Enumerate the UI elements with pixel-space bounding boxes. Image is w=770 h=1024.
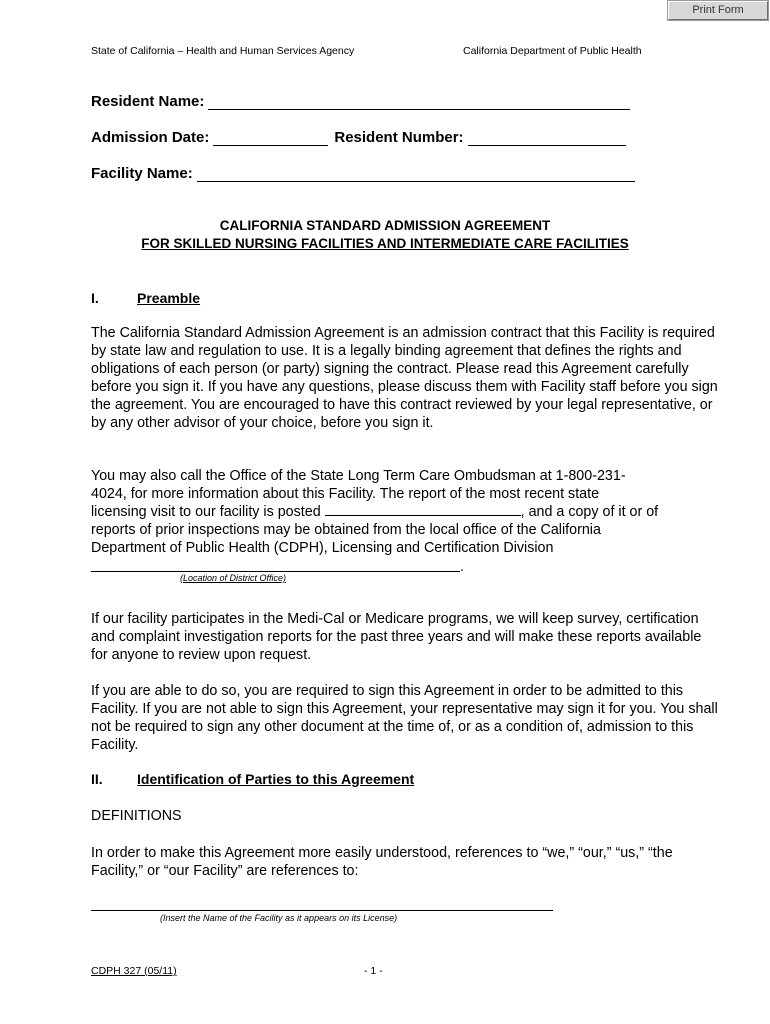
- preamble-paragraph-4: If you are able to do so, you are required to sign this Agreement in order to be admitted to this Facility. If you are not able to sign this Agreement, your representative may sign it for you. You shall not be required to sign any other document at the time of, or as a condition of, admission to this Facility.: [91, 683, 718, 753]
- header-agency: State of California – Health and Human Services Agency: [91, 45, 355, 57]
- section-2-number: II.: [91, 771, 103, 787]
- definitions-heading: DEFINITIONS: [91, 808, 182, 824]
- preamble-paragraph-1: The California Standard Admission Agreement is an admission contract that this Facility is required by state law and regulation to use. It is a legally binding agreement that defines the rights and obligations of each person (or party) signing the contract. Please read this Agreement carefully before you sign it. If you have any questions, please discuss them with Facility staff before you sign the agreement. You are encouraged to have this contract reviewed by your legal representative, or by any other advisor of your choice, before you sign it.: [91, 325, 718, 431]
- section-1-number: I.: [91, 290, 99, 306]
- section-2-title: Identification of Parties to this Agreement: [137, 771, 415, 787]
- definitions-paragraph: In order to make this Agreement more easily understood, references to “we,” “our,” “us,” “the Facility,” or “our Facility” are references to:: [91, 845, 673, 879]
- location-caption: (Location of District Office): [180, 573, 287, 583]
- facility-caption: (Insert the Name of the Facility as it appears on its License): [160, 913, 398, 923]
- para2-line-b: 4024, for more information about this Facility. The report of the most recent state: [91, 486, 600, 502]
- form-id: [91, 965, 177, 977]
- admission-row: [91, 129, 626, 146]
- posted-location-blank[interactable]: [325, 503, 521, 516]
- resident-name-row: [91, 93, 630, 110]
- resident-name-field[interactable]: [208, 95, 630, 110]
- district-office-period: .: [460, 558, 464, 574]
- print-form-button[interactable]: Print Form: [668, 1, 768, 20]
- page-number: - 1 -: [364, 965, 383, 977]
- facility-name-row: [91, 165, 635, 182]
- para2-line-d: reports of prior inspections may be obtained from the local office of the California: [91, 522, 601, 538]
- facility-name-label: Facility Name:: [91, 165, 193, 182]
- para2-line-c: [91, 503, 721, 521]
- preamble-paragraph-3: If our facility participates in the Medi-Cal or Medicare programs, we will keep survey, certification and complaint investigation reports for the past three years and will make these reports available for anyone to review upon request.: [91, 611, 702, 663]
- admission-date-field[interactable]: [213, 131, 328, 146]
- header-department: California Department of Public Health: [463, 45, 642, 57]
- resident-name-label: Resident Name:: [91, 93, 205, 110]
- resident-number-field[interactable]: [468, 131, 626, 146]
- form-id-text: CDPH 327 (05/11): [91, 965, 177, 977]
- district-office-line[interactable]: [91, 571, 460, 572]
- para2-line-a: You may also call the Office of the State Long Term Care Ombudsman at 1-800-231-: [91, 468, 626, 484]
- para2-line-c-start: licensing visit to our facility is posted: [91, 504, 321, 520]
- agreement-title-line2: [0, 236, 770, 251]
- para2-line-c-end: , and a copy of it or of: [520, 504, 659, 520]
- facility-license-name-line[interactable]: [91, 910, 553, 911]
- para2-line-e: Department of Public Health (CDPH), Licensing and Certification Division: [91, 540, 554, 556]
- section-1-title: Preamble: [137, 290, 201, 306]
- admission-date-label: Admission Date:: [91, 129, 210, 146]
- agreement-title-line1: CALIFORNIA STANDARD ADMISSION AGREEMENT: [219, 218, 551, 233]
- agreement-title-line2-text: FOR SKILLED NURSING FACILITIES AND INTERMEDIATE CARE FACILITIES: [141, 236, 629, 251]
- resident-number-label: Resident Number:: [334, 129, 464, 146]
- preamble-paragraph-2: [91, 467, 721, 557]
- facility-name-field[interactable]: [197, 167, 635, 182]
